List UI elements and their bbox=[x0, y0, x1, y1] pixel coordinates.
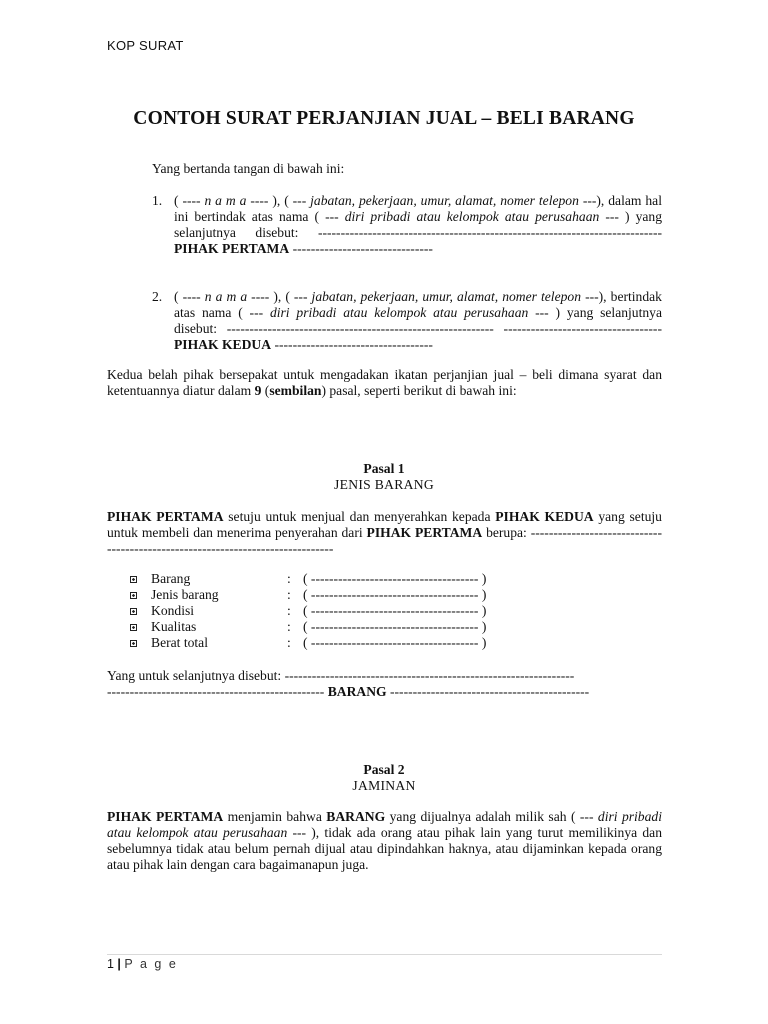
page-footer bbox=[107, 957, 178, 971]
pasal-1-title: JENIS BARANG bbox=[334, 477, 434, 492]
pasal-2-text-a: menjamin bahwa bbox=[223, 809, 327, 824]
list-item bbox=[130, 603, 486, 619]
party-2-dashes: ----------------------------------- bbox=[503, 321, 662, 336]
party-2 bbox=[152, 289, 662, 353]
pasal-1-text-a: setuju untuk menjual dan menyerahkan kepada bbox=[223, 509, 496, 524]
party-2-text-b: ---- ), ( --- bbox=[247, 289, 312, 304]
party-1-text-b: ---- ), ( --- bbox=[246, 193, 311, 208]
pasal-2-number: Pasal 2 bbox=[363, 762, 405, 777]
pasal-2-title: JAMINAN bbox=[352, 778, 416, 793]
list-item-colon: : bbox=[287, 635, 291, 650]
party-1-text-c: ---), bbox=[578, 193, 605, 208]
footer-separator: | bbox=[113, 957, 125, 971]
pasal-2-text-c: --- ), tidak ada orang atau pihak lain yang turut memilikinya dan sebelumnya tidak atau belum pernah dijual atau dipindahkan haknya, atau dijaminkan kepada orang atau pihak lain dengan cara bagaimanapun juga. bbox=[107, 825, 662, 872]
goods-list bbox=[130, 571, 486, 651]
party-1-entity: diri pribadi atau kelompok atau perusahaan bbox=[344, 209, 600, 224]
square-bullet-icon bbox=[130, 576, 137, 583]
document-title: CONTOH SURAT PERJANJIAN JUAL – BELI BARANG bbox=[133, 108, 635, 129]
party-2-text-f: yang selanjutnya disebut: ----------------------------------------------------------- bbox=[174, 305, 663, 336]
party-1-trail: ------------------------------- bbox=[292, 241, 433, 256]
agreement-count: 9 bbox=[254, 383, 262, 398]
pasal-1-follow-line-1: Yang untuk selanjutnya disebut: ---------------------------------------------------------------- bbox=[107, 668, 575, 683]
pasal-2-heading bbox=[0, 762, 768, 794]
pasal-1-follow bbox=[107, 668, 662, 700]
party-1-text-a: ( ---- bbox=[174, 193, 205, 208]
list-item-label: Kondisi bbox=[151, 603, 195, 618]
party-1-role: PIHAK PERTAMA bbox=[174, 241, 290, 256]
agreement-paragraph bbox=[107, 367, 662, 399]
agreement-paren: ( bbox=[261, 383, 270, 398]
pasal-2-paragraph bbox=[107, 809, 662, 873]
agreement-text-b: ) pasal, seperti berikut di bawah ini: bbox=[321, 383, 517, 398]
pasal-1-heading bbox=[0, 461, 768, 493]
pasal-1-follow-line-2 bbox=[107, 684, 662, 700]
party-1-dashes: ---------------------------------------------------------------------------- bbox=[317, 225, 662, 240]
pasal-1-text-b: yang setuju untuk membeli dan menerima penyerahan dari bbox=[107, 509, 662, 540]
party-1-number: 1. bbox=[152, 193, 163, 208]
party-2-text-d: bertindak atas nama ( --- bbox=[174, 289, 662, 320]
intro-line: Yang bertanda tangan di bawah ini: bbox=[152, 161, 345, 176]
list-item bbox=[130, 619, 486, 635]
list-item-value: ( ------------------------------------- ) bbox=[303, 603, 487, 618]
pasal-2-entity: diri pribadi atau kelompok atau perusahaan bbox=[107, 809, 662, 840]
party-1-text-d: dalam hal ini bertindak atas nama ( --- bbox=[174, 193, 662, 224]
list-item-colon: : bbox=[287, 619, 291, 634]
party-2-text bbox=[174, 289, 662, 353]
list-item-label: Jenis barang bbox=[151, 587, 219, 602]
party-2-detail: jabatan, pekerjaan, umur, alamat, nomer telepon bbox=[311, 289, 582, 304]
party-1-text-e: --- ) yang selanjutnya disebut: bbox=[174, 209, 662, 240]
party-2-number: 2. bbox=[152, 289, 163, 304]
list-item-colon: : bbox=[287, 571, 291, 586]
page-number: 1 bbox=[107, 957, 114, 971]
agreement-count-word: sembilan bbox=[269, 383, 322, 398]
list-item-label: Barang bbox=[151, 571, 191, 586]
list-item-label: Kualitas bbox=[151, 619, 197, 634]
list-item-label: Berat total bbox=[151, 635, 208, 650]
pasal-2-goods-term: BARANG bbox=[326, 809, 386, 824]
pasal-1-text-c: berupa: ------------------------------------------------------------------------------- bbox=[107, 525, 662, 556]
party-1-detail: jabatan, pekerjaan, umur, alamat, nomer telepon bbox=[310, 193, 579, 208]
list-item-value: ( ------------------------------------- ) bbox=[303, 619, 487, 634]
list-item-value: ( ------------------------------------- ) bbox=[303, 571, 487, 586]
pasal-1-goods-term: BARANG bbox=[327, 684, 387, 699]
party-2-role: PIHAK KEDUA bbox=[174, 337, 272, 352]
list-item bbox=[130, 571, 486, 587]
square-bullet-icon bbox=[130, 624, 137, 631]
pasal-1-follow-dashes-b: -------------------------------------------- bbox=[386, 684, 590, 699]
party-2-text-e: --- ) bbox=[528, 305, 561, 320]
list-item-colon: : bbox=[287, 603, 291, 618]
party-2-nama: n a m a bbox=[204, 289, 248, 304]
square-bullet-icon bbox=[130, 608, 137, 615]
party-2-entity: diri pribadi atau kelompok atau perusahaan bbox=[269, 305, 529, 320]
square-bullet-icon bbox=[130, 640, 137, 647]
page-label: P a g e bbox=[124, 957, 178, 971]
party-2-trail: ----------------------------------- bbox=[274, 337, 433, 352]
pasal-1-number: Pasal 1 bbox=[363, 461, 405, 476]
letterhead-placeholder: KOP SURAT bbox=[107, 38, 184, 53]
party-1-nama: n a m a bbox=[204, 193, 247, 208]
agreement-text-a: Kedua belah pihak bersepakat untuk mengadakan ikatan perjanjian jual – beli dimana syarat dan ketentuannya diatur dalam bbox=[107, 367, 662, 398]
list-item-value: ( ------------------------------------- ) bbox=[303, 587, 487, 602]
pasal-1-follow-dashes-a: ------------------------------------------------ bbox=[107, 684, 328, 699]
party-1 bbox=[152, 193, 662, 257]
pasal-1-party-1: PIHAK PERTAMA bbox=[107, 509, 224, 524]
list-item-value: ( ------------------------------------- ) bbox=[303, 635, 487, 650]
list-item-colon: : bbox=[287, 587, 291, 602]
pasal-2-party: PIHAK PERTAMA bbox=[107, 809, 224, 824]
square-bullet-icon bbox=[130, 592, 137, 599]
pasal-1-paragraph bbox=[107, 509, 662, 557]
pasal-1-party-2: PIHAK KEDUA bbox=[495, 509, 594, 524]
footer-divider bbox=[107, 954, 662, 955]
party-2-text-c: ---), bbox=[581, 289, 607, 304]
pasal-2-text-b: yang dijualnya adalah milik sah ( --- bbox=[385, 809, 598, 824]
list-item bbox=[130, 587, 486, 603]
list-item bbox=[130, 635, 486, 651]
party-2-text-a: ( ---- bbox=[174, 289, 205, 304]
pasal-1-party-3: PIHAK PERTAMA bbox=[366, 525, 483, 540]
party-1-text bbox=[174, 193, 662, 257]
